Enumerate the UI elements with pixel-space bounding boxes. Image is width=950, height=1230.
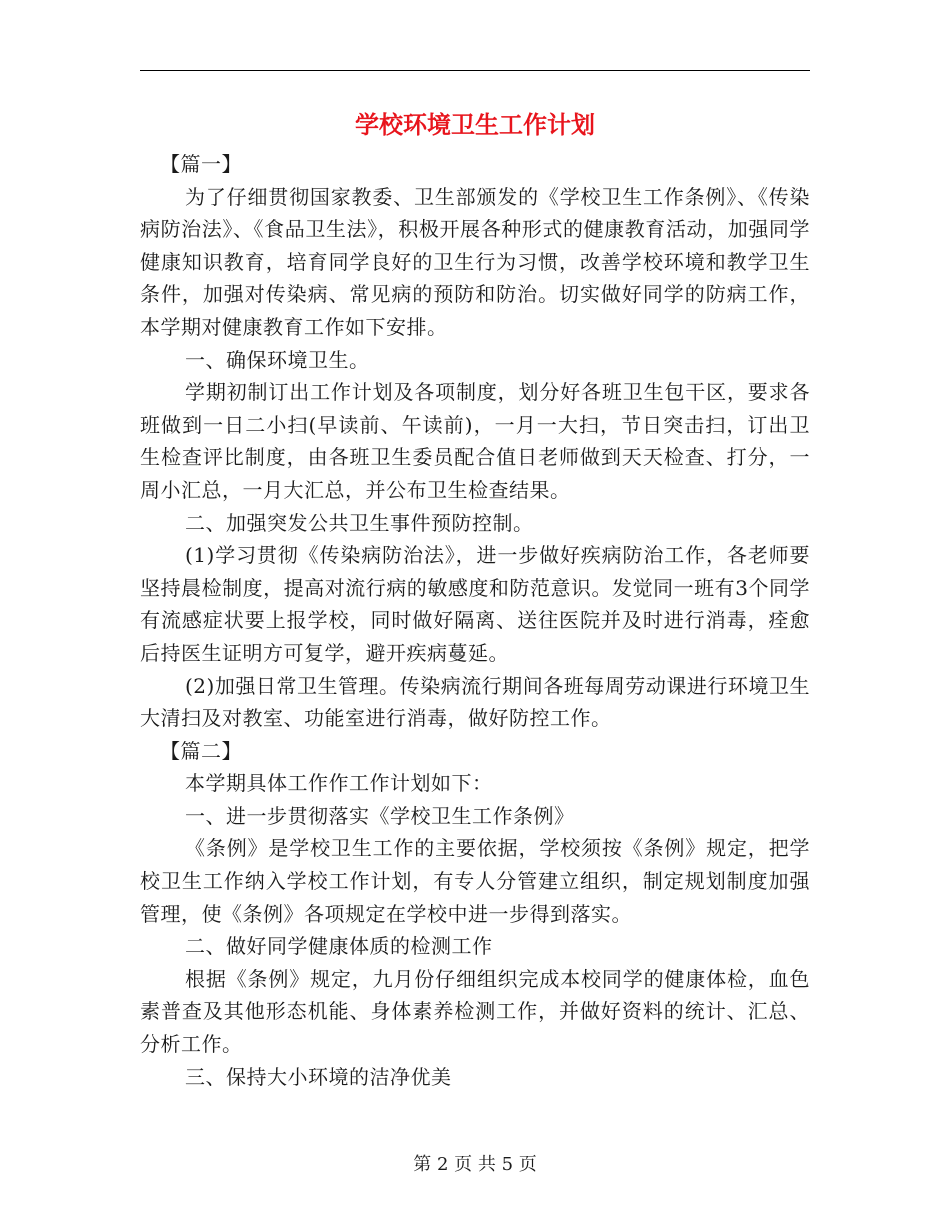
paragraph: 学期初制订出工作计划及各项制度，划分好各班卫生包干区，要求各班做到一日二小扫(早读前、午读前)，一月一大扫，节日突击扫，订出卫生检查评比制度，由各班卫生委员配合值日老师做到天天检查、打分，一周小汇总，一月大汇总，并公布卫生检查结果。: [140, 380, 810, 502]
section-heading-2: 【篇二】: [160, 738, 242, 763]
document-body: [140, 148, 810, 1093]
paragraph: (2)加强日常卫生管理。传染病流行期间各班每周劳动课进行环境卫生大清扫及对教室、功能室进行消毒，做好防控工作。: [140, 673, 810, 731]
section-heading-1: 【篇一】: [160, 152, 242, 176]
paragraph: 根据《条例》规定，九月份仔细组织完成本校同学的健康体检，血色素普查及其他形态机能、身体素养检测工作，并做好资料的统计、汇总、分析工作。: [140, 966, 810, 1057]
page-number-footer: 第 2 页 共 5 页: [413, 1154, 537, 1175]
subheading: 一、确保环境卫生。: [185, 347, 370, 372]
paragraph: (1)学习贯彻《传染病防治法》，进一步做好疾病防治工作，各老师要坚持晨检制度，提高对流行病的敏感度和防范意识。发觉同一班有3个同学有流感症状要上报学校，同时做好隔离、送往医院并及时进行消毒，痊愈后持医生证明方可复学，避开疾病蔓延。: [140, 543, 810, 665]
paragraph: 本学期具体工作作工作计划如下：: [185, 771, 493, 796]
document-title: 学校环境卫生工作计划: [355, 110, 595, 139]
subheading: 三、保持大小环境的洁净优美: [185, 1064, 452, 1089]
subheading: 二、做好同学健康体质的检测工作: [185, 934, 493, 959]
subheading: 二、加强突发公共卫生事件预防控制。: [185, 510, 534, 535]
paragraph: 《条例》是学校卫生工作的主要依据，学校须按《条例》规定，把学校卫生工作纳入学校工作计划，有专人分管建立组织，制定规划制度加强管理，使《条例》各项规定在学校中进一步得到落实。: [140, 836, 810, 926]
header-rule: [140, 70, 810, 71]
subheading: 一、进一步贯彻落实《学校卫生工作条例》: [185, 803, 575, 828]
paragraph: 为了仔细贯彻国家教委、卫生部颁发的《学校卫生工作条例》、《传染病防治法》、《食品卫生法》，积极开展各种形式的健康教育活动，加强同学健康知识教育，培育同学良好的卫生行为习惯，改善学校环境和教学卫生条件，加强对传染病、常见病的预防和防治。切实做好同学的防病工作，本学期对健康教育工作如下安排。: [140, 184, 810, 339]
